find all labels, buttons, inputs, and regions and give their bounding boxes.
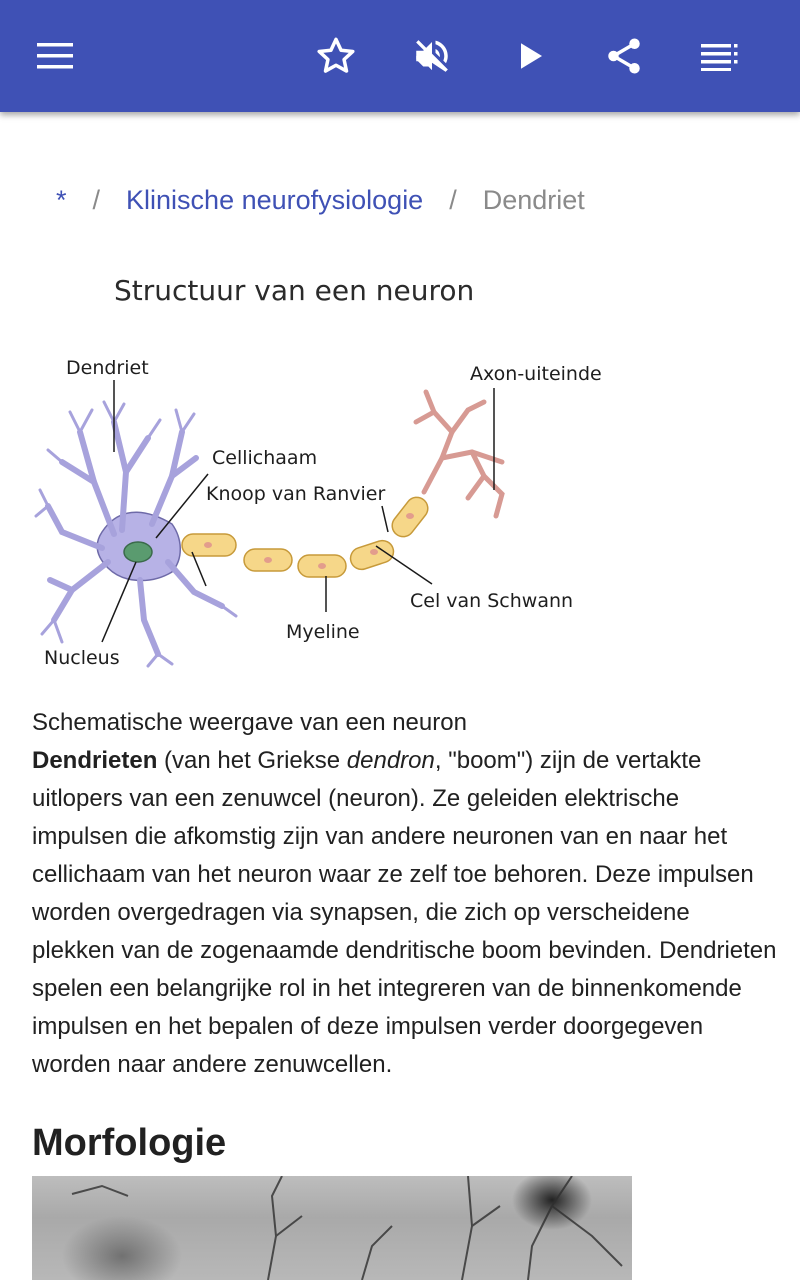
neuron-diagram[interactable]: [32, 262, 632, 674]
greek-term: dendron: [346, 747, 435, 774]
morphology-micrograph[interactable]: [32, 1176, 632, 1280]
label-myeline: Myeline: [286, 621, 360, 643]
figure-title: Structuur van een neuron: [114, 274, 475, 307]
playlist-button[interactable]: [692, 28, 748, 84]
label-cel-van-schwann: Cel van Schwann: [410, 590, 574, 612]
favorite-button[interactable]: [308, 28, 364, 84]
article-body: [32, 704, 777, 1084]
term-dendrieten: Dendrieten: [32, 747, 158, 774]
nucleus-shape: [124, 542, 152, 562]
volume-off-icon: [411, 35, 453, 77]
label-dendriet: Dendriet: [66, 357, 149, 379]
mute-button[interactable]: [404, 28, 460, 84]
micrograph-image: [32, 1176, 632, 1280]
intro-paragraph: [32, 742, 777, 1084]
star-icon: [315, 35, 357, 77]
neuron-diagram-svg: [32, 262, 632, 674]
share-icon: [603, 35, 645, 77]
breadcrumb-separator: /: [449, 184, 457, 215]
label-axon-uiteinde: Axon-uiteinde: [470, 363, 602, 385]
app-bar: [0, 0, 800, 112]
intro-text-part2: , "boom") zijn de vertakte uitlopers van een zenuwcel (neuron). Ze geleiden elektrische impulsen die afkomstig zijn van andere neuronen van en naar het cellichaam van het neuron waar ze zelf toe behoren. Deze impulsen worden overgedragen via synapsen, die zich op verscheidene plekken van de zogenaamde dendritische boom bevinden. Dendrieten spelen een belangrijke rol in het integreren van de binnenkomende impulsen en het bepalen of deze impulsen verder doorgegeven worden naar andere zenuwcellen.: [32, 747, 777, 1078]
menu-icon: [36, 41, 76, 71]
intro-text-part1: (van het Griekse: [157, 747, 347, 774]
breadcrumb-parent-link[interactable]: Klinische neurofysiologie: [126, 184, 424, 215]
myelin-segments: [182, 493, 432, 577]
breadcrumb-home-link[interactable]: *: [56, 184, 67, 215]
label-nucleus: Nucleus: [44, 647, 120, 669]
breadcrumb: [56, 180, 585, 220]
playlist-icon: [700, 41, 740, 71]
label-knoop-van-ranvier: Knoop van Ranvier: [206, 483, 386, 505]
figure-caption: Schematische weergave van een neuron: [32, 709, 467, 736]
play-icon: [512, 38, 548, 74]
menu-button[interactable]: [28, 28, 84, 84]
section-heading-morfologie: Morfologie: [32, 1122, 227, 1164]
axon-terminal-branches: [416, 392, 502, 516]
label-cellichaam: Cellichaam: [212, 447, 318, 469]
breadcrumb-current: Dendriet: [482, 184, 585, 215]
share-button[interactable]: [596, 28, 652, 84]
play-button[interactable]: [502, 28, 558, 84]
breadcrumb-separator: /: [92, 184, 101, 215]
